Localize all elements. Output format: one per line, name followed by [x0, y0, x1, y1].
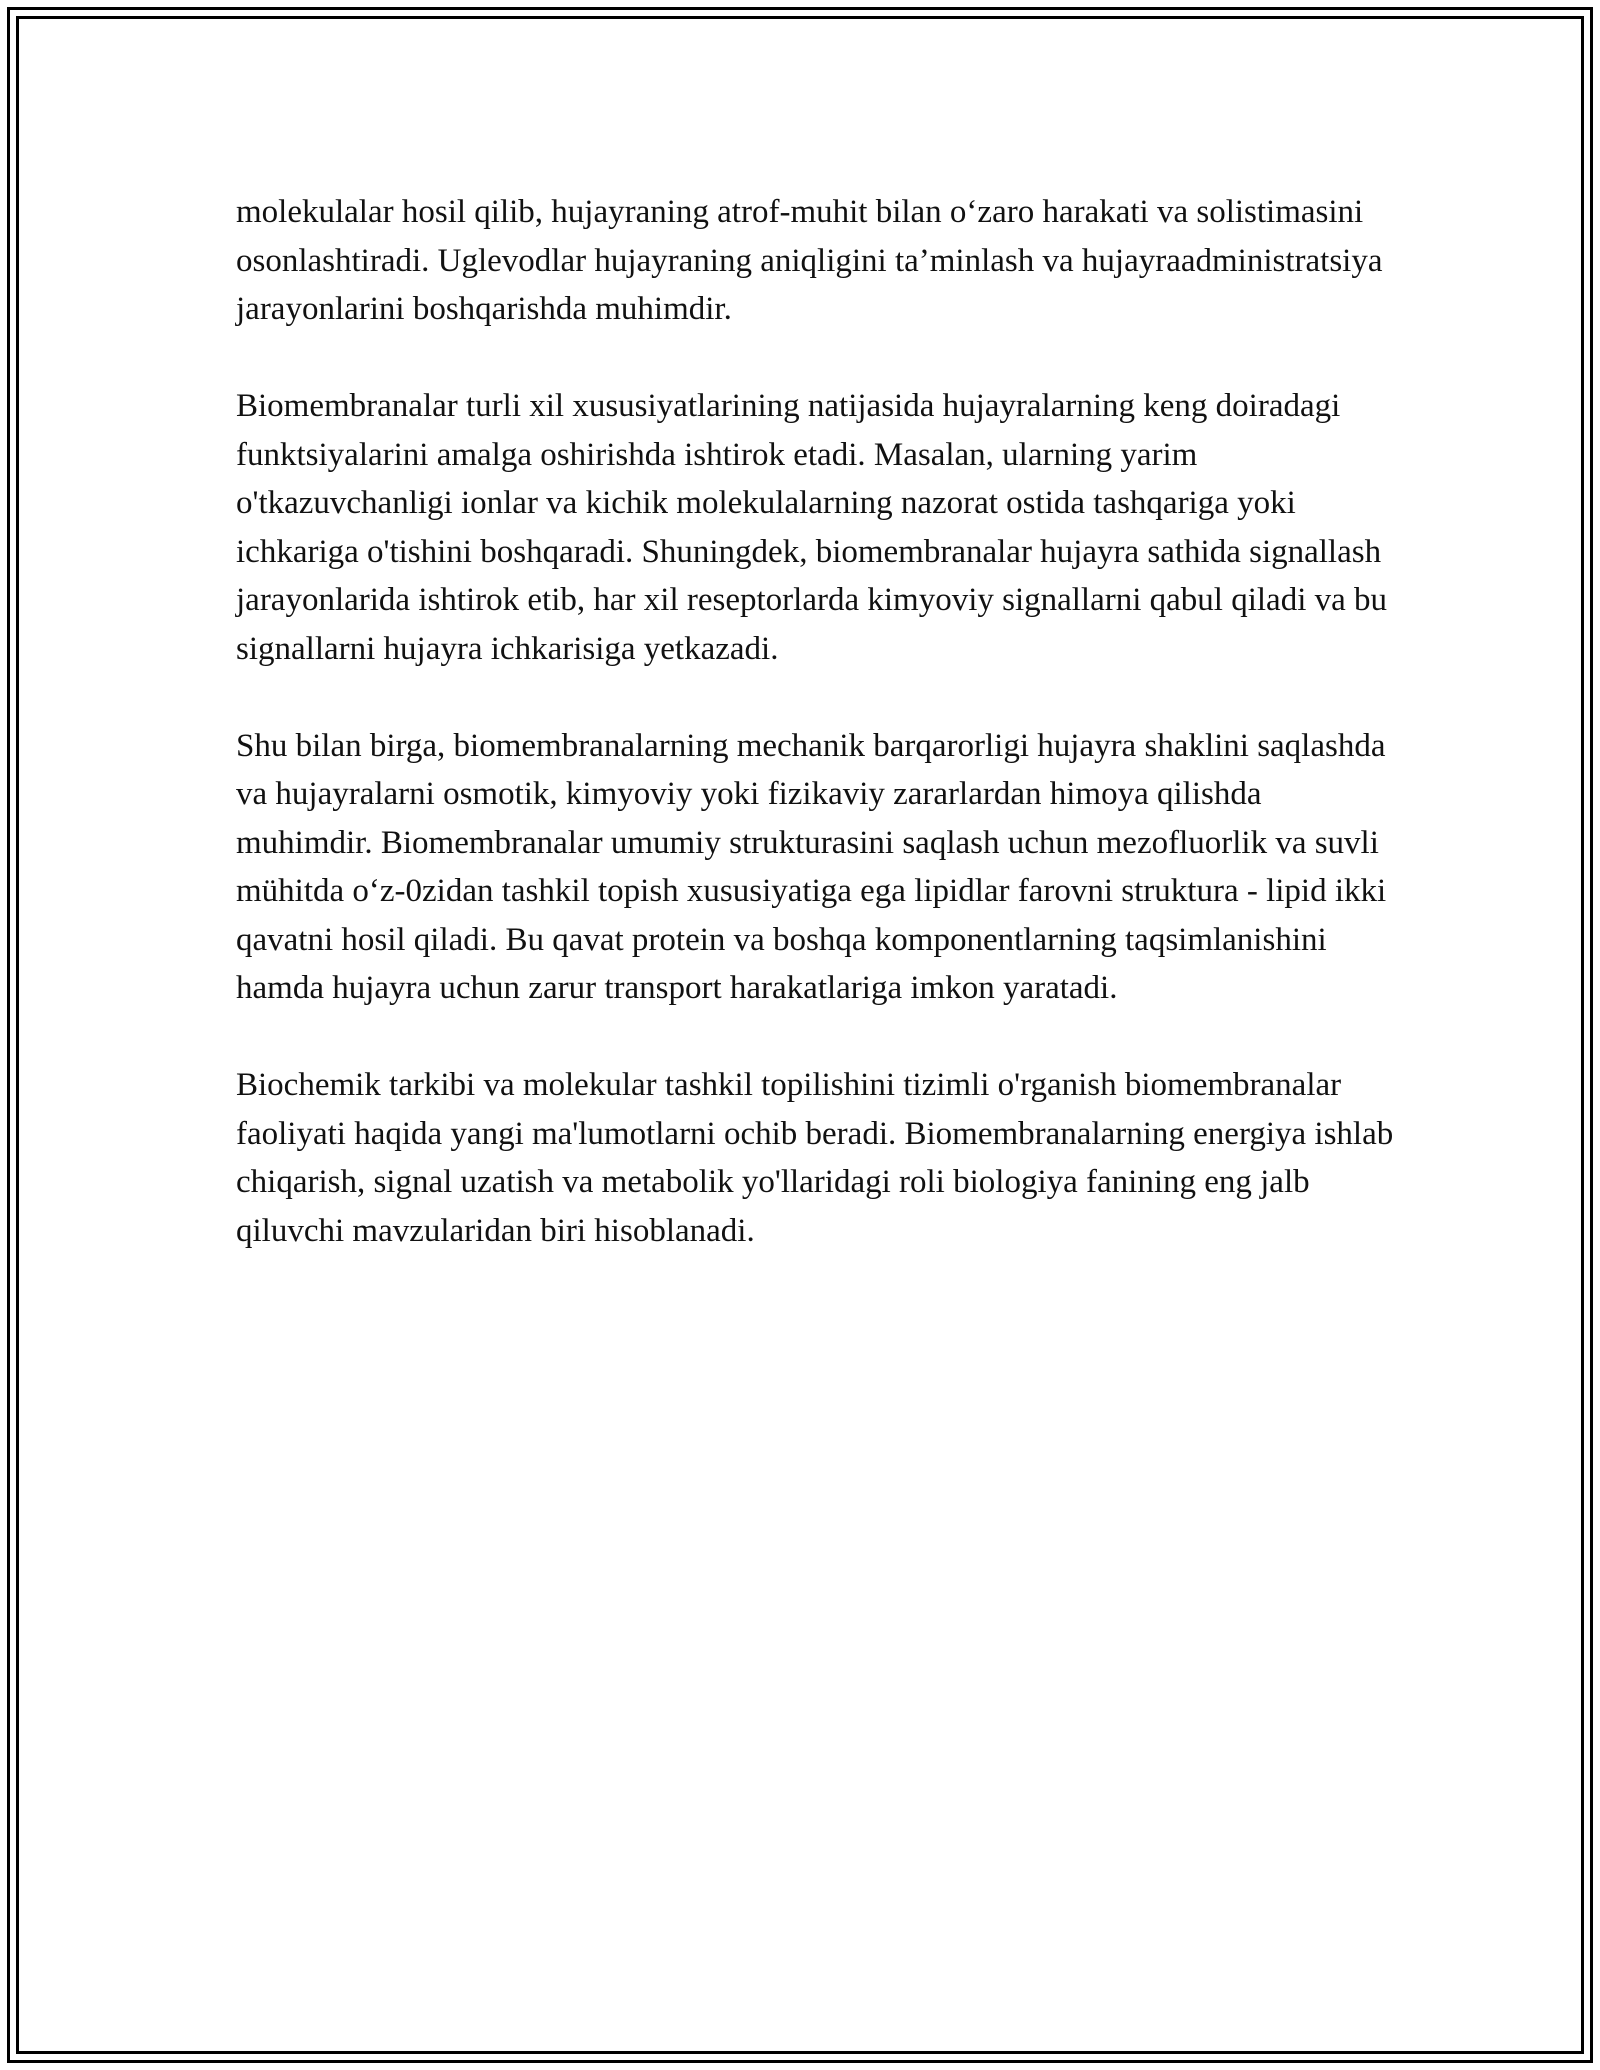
- paragraph-4: Biochemik tarkibi va molekular tashkil topilishini tizimli o'rganish biomembranalar faoliyati haqida yangi ma'lumotlarni ochib beradi. Biomembranalarning energiya ishlab chiqarish, signal uzatish va metabolik yo'llaridagi roli biologiya fanining eng jalb qiluvchi mavzularidan biri hisoblanadi.: [236, 1067, 1394, 1249]
- paragraph-1: molekulalar hosil qilib, hujayraning atrof-muhit bilan o‘zaro harakati va solistimasini osonlashtiradi. Uglevodlar hujayraning aniqligini ta’minlash va hujayraadministratsiya jarayonlarini boshqarishda muhimdir.: [236, 194, 1383, 327]
- paragraph-2: Biomembranalar turli xil xususiyatlarining natijasida hujayralarning keng doiradagi funktsiyalarini amalga oshirishda ishtirok etadi. Masalan, ularning yarim o'tkazuvchanligi ionlar va kichik molekulalarning nazorat ostida tashqariga yoki ichkariga o'tishini boshqaradi. Shuningdek, biomembranalar hujayra sathida signallash jarayonlarida ishtirok etib, har xil reseptorlarda kimyoviy signallarni qabul qiladi va bu signallarni hujayra ichkarisiga yetkazadi.: [236, 388, 1388, 667]
- document-body: [236, 188, 1396, 1255]
- paragraph-3: Shu bilan birga, biomembranalarning mechanik barqarorligi hujayra shaklini saqlashda va hujayralarni osmotik, kimyoviy yoki fizikaviy zararlardan himoya qilishda muhimdir. Biomembranalar umumiy strukturasini saqlash uchun mezofluorlik va suvli mühitda o‘z-0zidan tashkil topish xususiyatiga ega lipidlar farovni struktura - lipid ikki qavatni hosil qiladi. Bu qavat protein va boshqa komponentlarning taqsimlanishini hamda hujayra uchun zarur transport harakatlariga imkon yaratadi.: [236, 727, 1387, 1006]
